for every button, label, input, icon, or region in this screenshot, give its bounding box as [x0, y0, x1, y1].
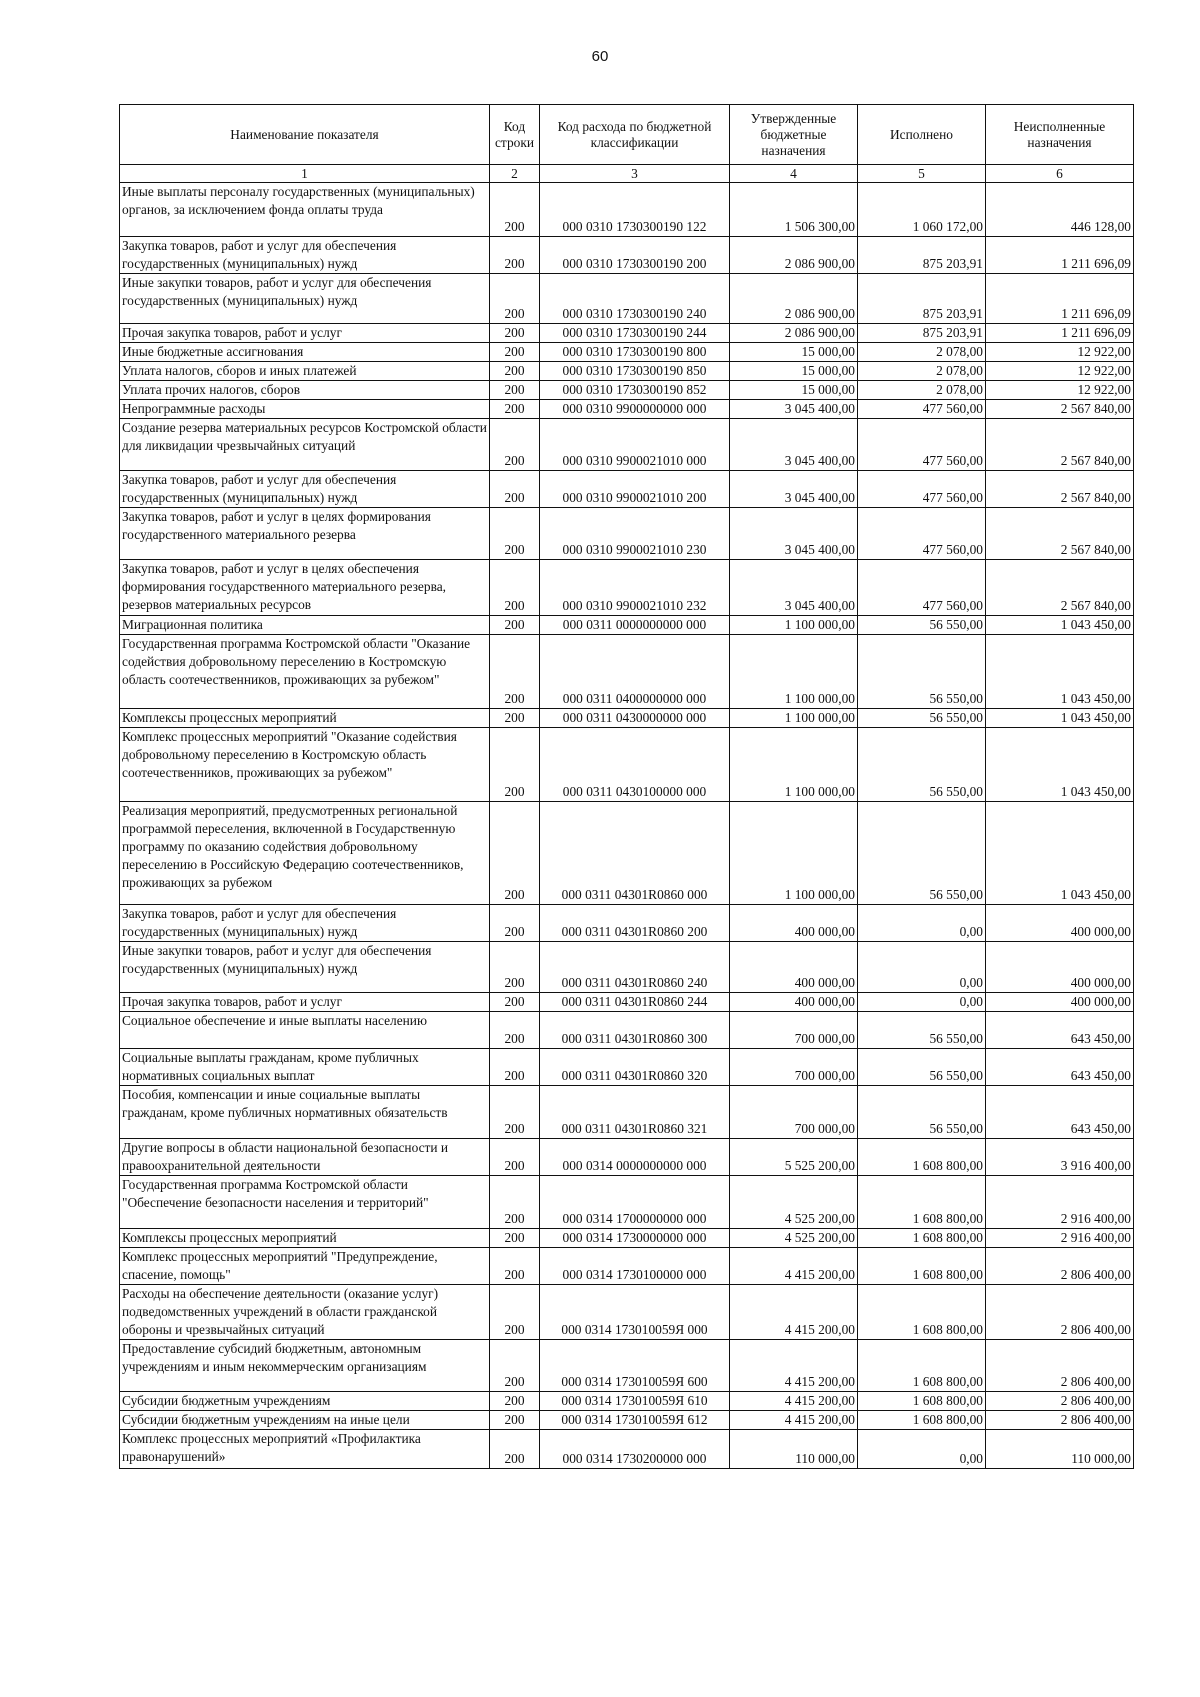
table-row: [120, 362, 1134, 381]
row-unexecuted-cell: 2 567 840,00: [986, 560, 1134, 616]
row-unexecuted-cell: 643 450,00: [986, 1012, 1134, 1049]
row-line-code-cell: 200: [490, 343, 540, 362]
row-approved-cell: 15 000,00: [730, 362, 858, 381]
row-name-cell: Комплекс процессных мероприятий "Оказание содействия добровольному переселению в Костромскую область соотечественников, проживающих за рубежом": [120, 728, 490, 802]
row-name-cell: Комплекс процессных мероприятий "Предупреждение, спасение, помощь": [120, 1248, 490, 1285]
row-line-code-cell: 200: [490, 274, 540, 324]
table-body: [120, 183, 1134, 1469]
row-unexecuted-cell: 110 000,00: [986, 1430, 1134, 1469]
column-number-row: [120, 165, 1134, 183]
table-row: [120, 400, 1134, 419]
table-row: [120, 1430, 1134, 1469]
row-executed-cell: 477 560,00: [858, 400, 986, 419]
row-approved-cell: 3 045 400,00: [730, 560, 858, 616]
page-number: 60: [591, 48, 609, 65]
header-unexecuted-appropriations: Неисполненные назначения: [986, 105, 1134, 165]
row-approved-cell: 4 525 200,00: [730, 1229, 858, 1248]
row-name-cell: Предоставление субсидий бюджетным, автономным учреждениям и иным некоммерческим организациям: [120, 1340, 490, 1392]
row-approved-cell: 15 000,00: [730, 343, 858, 362]
row-name-cell: Субсидии бюджетным учреждениям: [120, 1392, 490, 1411]
row-line-code-cell: 200: [490, 1392, 540, 1411]
row-classification-code-cell: 000 0314 1700000000 000: [540, 1176, 730, 1229]
row-executed-cell: 477 560,00: [858, 471, 986, 508]
row-classification-code-cell: 000 0314 1730100000 000: [540, 1248, 730, 1285]
row-line-code-cell: 200: [490, 1229, 540, 1248]
row-name-cell: Государственная программа Костромской области "Оказание содействия добровольному переселению в Костромскую область соотечественников, проживающих за рубежом": [120, 635, 490, 709]
row-line-code-cell: 200: [490, 471, 540, 508]
table-row: [120, 616, 1134, 635]
row-approved-cell: 1 100 000,00: [730, 802, 858, 905]
row-approved-cell: 1 100 000,00: [730, 635, 858, 709]
row-approved-cell: 400 000,00: [730, 942, 858, 993]
row-approved-cell: 4 415 200,00: [730, 1392, 858, 1411]
row-unexecuted-cell: 1 211 696,09: [986, 324, 1134, 343]
row-name-cell: Субсидии бюджетным учреждениям на иные цели: [120, 1411, 490, 1430]
row-approved-cell: 1 100 000,00: [730, 709, 858, 728]
row-unexecuted-cell: 2 916 400,00: [986, 1176, 1134, 1229]
row-classification-code-cell: 000 0310 1730300190 122: [540, 183, 730, 237]
row-line-code-cell: 200: [490, 324, 540, 343]
row-unexecuted-cell: 1 211 696,09: [986, 237, 1134, 274]
row-unexecuted-cell: 2 567 840,00: [986, 471, 1134, 508]
row-executed-cell: 477 560,00: [858, 508, 986, 560]
header-approved-appropriations: Утвержденные бюджетные назначения: [730, 105, 858, 165]
row-name-cell: Социальное обеспечение и иные выплаты населению: [120, 1012, 490, 1049]
row-classification-code-cell: 000 0314 173010059Я 610: [540, 1392, 730, 1411]
row-classification-code-cell: 000 0310 1730300190 800: [540, 343, 730, 362]
table-row: [120, 1411, 1134, 1430]
table-row: [120, 1392, 1134, 1411]
row-unexecuted-cell: 2 567 840,00: [986, 400, 1134, 419]
row-unexecuted-cell: 400 000,00: [986, 993, 1134, 1012]
row-executed-cell: 1 608 800,00: [858, 1229, 986, 1248]
row-classification-code-cell: 000 0310 9900021010 000: [540, 419, 730, 471]
row-unexecuted-cell: 643 450,00: [986, 1086, 1134, 1139]
row-line-code-cell: 200: [490, 1049, 540, 1086]
row-name-cell: Социальные выплаты гражданам, кроме публичных нормативных социальных выплат: [120, 1049, 490, 1086]
row-classification-code-cell: 000 0310 1730300190 200: [540, 237, 730, 274]
row-classification-code-cell: 000 0310 1730300190 850: [540, 362, 730, 381]
header-line-code: Код строки: [490, 105, 540, 165]
row-unexecuted-cell: 1 043 450,00: [986, 802, 1134, 905]
row-line-code-cell: 200: [490, 635, 540, 709]
table-row: [120, 709, 1134, 728]
table-row: [120, 508, 1134, 560]
row-name-cell: Комплексы процессных мероприятий: [120, 1229, 490, 1248]
row-line-code-cell: 200: [490, 381, 540, 400]
row-approved-cell: 700 000,00: [730, 1012, 858, 1049]
row-name-cell: Иные закупки товаров, работ и услуг для обеспечения государственных (муниципальных) нужд: [120, 942, 490, 993]
header-indicator-name: Наименование показателя: [120, 105, 490, 165]
table-row: [120, 419, 1134, 471]
row-name-cell: Закупка товаров, работ и услуг для обеспечения государственных (муниципальных) нужд: [120, 237, 490, 274]
row-approved-cell: 5 525 200,00: [730, 1139, 858, 1176]
row-unexecuted-cell: 2 806 400,00: [986, 1340, 1134, 1392]
row-unexecuted-cell: 643 450,00: [986, 1049, 1134, 1086]
table-row: [120, 1340, 1134, 1392]
row-unexecuted-cell: 2 806 400,00: [986, 1248, 1134, 1285]
row-line-code-cell: 200: [490, 709, 540, 728]
table-row: [120, 635, 1134, 709]
row-name-cell: Непрограммные расходы: [120, 400, 490, 419]
row-classification-code-cell: 000 0311 04301R0860 200: [540, 905, 730, 942]
row-classification-code-cell: 000 0311 0430000000 000: [540, 709, 730, 728]
row-line-code-cell: 200: [490, 362, 540, 381]
row-unexecuted-cell: 12 922,00: [986, 343, 1134, 362]
row-classification-code-cell: 000 0311 0000000000 000: [540, 616, 730, 635]
row-line-code-cell: 200: [490, 616, 540, 635]
row-line-code-cell: 200: [490, 508, 540, 560]
row-line-code-cell: 200: [490, 1285, 540, 1340]
row-executed-cell: 1 608 800,00: [858, 1248, 986, 1285]
row-line-code-cell: 200: [490, 802, 540, 905]
column-number: 3: [540, 165, 730, 183]
row-name-cell: Реализация мероприятий, предусмотренных региональной программой переселения, включенной в Государственную программу по оказанию содействия добровольному переселению в Российскую Федерацию соотечественников, проживающих за рубежом: [120, 802, 490, 905]
budget-execution-table: [119, 104, 1134, 1469]
row-name-cell: Расходы на обеспечение деятельности (оказание услуг) подведомственных учреждений в области гражданской обороны и чрезвычайных ситуаций: [120, 1285, 490, 1340]
table-row: [120, 728, 1134, 802]
row-classification-code-cell: 000 0314 173010059Я 612: [540, 1411, 730, 1430]
row-unexecuted-cell: 400 000,00: [986, 905, 1134, 942]
row-name-cell: Иные выплаты персоналу государственных (муниципальных) органов, за исключением фонда оплаты труда: [120, 183, 490, 237]
row-approved-cell: 4 415 200,00: [730, 1411, 858, 1430]
row-executed-cell: 1 608 800,00: [858, 1176, 986, 1229]
row-classification-code-cell: 000 0311 04301R0860 244: [540, 993, 730, 1012]
table-row: [120, 343, 1134, 362]
row-approved-cell: 110 000,00: [730, 1430, 858, 1469]
column-number: 4: [730, 165, 858, 183]
row-unexecuted-cell: 1 043 450,00: [986, 709, 1134, 728]
row-name-cell: Пособия, компенсации и иные социальные выплаты гражданам, кроме публичных нормативных обязательств: [120, 1086, 490, 1139]
row-line-code-cell: 200: [490, 905, 540, 942]
table-row: [120, 1229, 1134, 1248]
row-unexecuted-cell: 1 043 450,00: [986, 728, 1134, 802]
table-row: [120, 560, 1134, 616]
row-classification-code-cell: 000 0310 1730300190 852: [540, 381, 730, 400]
row-executed-cell: 0,00: [858, 905, 986, 942]
row-unexecuted-cell: 400 000,00: [986, 942, 1134, 993]
row-approved-cell: 2 086 900,00: [730, 274, 858, 324]
row-line-code-cell: 200: [490, 237, 540, 274]
row-line-code-cell: 200: [490, 1176, 540, 1229]
table-row: [120, 1248, 1134, 1285]
row-approved-cell: 2 086 900,00: [730, 324, 858, 343]
table-row: [120, 1012, 1134, 1049]
row-name-cell: Закупка товаров, работ и услуг для обеспечения государственных (муниципальных) нужд: [120, 471, 490, 508]
row-executed-cell: 56 550,00: [858, 802, 986, 905]
row-classification-code-cell: 000 0311 04301R0860 320: [540, 1049, 730, 1086]
row-classification-code-cell: 000 0310 1730300190 240: [540, 274, 730, 324]
row-name-cell: Комплексы процессных мероприятий: [120, 709, 490, 728]
table-row: [120, 274, 1134, 324]
row-executed-cell: 56 550,00: [858, 728, 986, 802]
row-line-code-cell: 200: [490, 1139, 540, 1176]
table-row: [120, 381, 1134, 400]
row-line-code-cell: 200: [490, 993, 540, 1012]
row-executed-cell: 1 060 172,00: [858, 183, 986, 237]
row-name-cell: Прочая закупка товаров, работ и услуг: [120, 324, 490, 343]
row-classification-code-cell: 000 0314 1730000000 000: [540, 1229, 730, 1248]
row-approved-cell: 400 000,00: [730, 993, 858, 1012]
row-classification-code-cell: 000 0310 9900000000 000: [540, 400, 730, 419]
row-executed-cell: 0,00: [858, 942, 986, 993]
row-approved-cell: 3 045 400,00: [730, 419, 858, 471]
row-approved-cell: 2 086 900,00: [730, 237, 858, 274]
row-unexecuted-cell: 1 043 450,00: [986, 616, 1134, 635]
row-unexecuted-cell: 12 922,00: [986, 381, 1134, 400]
row-name-cell: Другие вопросы в области национальной безопасности и правоохранительной деятельности: [120, 1139, 490, 1176]
row-classification-code-cell: 000 0311 04301R0860 240: [540, 942, 730, 993]
row-executed-cell: 875 203,91: [858, 237, 986, 274]
row-unexecuted-cell: 446 128,00: [986, 183, 1134, 237]
row-classification-code-cell: 000 0314 0000000000 000: [540, 1139, 730, 1176]
row-classification-code-cell: 000 0311 04301R0860 000: [540, 802, 730, 905]
table-row: [120, 324, 1134, 343]
row-name-cell: Комплекс процессных мероприятий «Профилактика правонарушений»: [120, 1430, 490, 1469]
row-executed-cell: 477 560,00: [858, 560, 986, 616]
row-approved-cell: 1 506 300,00: [730, 183, 858, 237]
table-row: [120, 1086, 1134, 1139]
row-classification-code-cell: 000 0314 173010059Я 000: [540, 1285, 730, 1340]
row-approved-cell: 4 525 200,00: [730, 1176, 858, 1229]
row-executed-cell: 1 608 800,00: [858, 1411, 986, 1430]
row-classification-code-cell: 000 0311 04301R0860 321: [540, 1086, 730, 1139]
row-approved-cell: 3 045 400,00: [730, 508, 858, 560]
row-approved-cell: 3 045 400,00: [730, 471, 858, 508]
table-row: [120, 802, 1134, 905]
row-name-cell: Создание резерва материальных ресурсов Костромской области для ликвидации чрезвычайных ситуаций: [120, 419, 490, 471]
row-classification-code-cell: 000 0310 9900021010 200: [540, 471, 730, 508]
row-line-code-cell: 200: [490, 419, 540, 471]
row-classification-code-cell: 000 0314 1730200000 000: [540, 1430, 730, 1469]
row-approved-cell: 4 415 200,00: [730, 1285, 858, 1340]
table-row: [120, 1049, 1134, 1086]
table-row: [120, 905, 1134, 942]
row-unexecuted-cell: 2 567 840,00: [986, 508, 1134, 560]
row-executed-cell: 2 078,00: [858, 381, 986, 400]
row-executed-cell: 1 608 800,00: [858, 1392, 986, 1411]
column-number: 2: [490, 165, 540, 183]
row-executed-cell: 2 078,00: [858, 362, 986, 381]
row-executed-cell: 1 608 800,00: [858, 1285, 986, 1340]
row-classification-code-cell: 000 0314 173010059Я 600: [540, 1340, 730, 1392]
row-line-code-cell: 200: [490, 728, 540, 802]
row-executed-cell: 56 550,00: [858, 616, 986, 635]
row-unexecuted-cell: 2 806 400,00: [986, 1392, 1134, 1411]
column-number: 1: [120, 165, 490, 183]
row-executed-cell: 0,00: [858, 993, 986, 1012]
row-approved-cell: 1 100 000,00: [730, 728, 858, 802]
table-row: [120, 471, 1134, 508]
column-number: 6: [986, 165, 1134, 183]
row-classification-code-cell: 000 0311 0400000000 000: [540, 635, 730, 709]
row-line-code-cell: 200: [490, 1012, 540, 1049]
column-number: 5: [858, 165, 986, 183]
row-classification-code-cell: 000 0311 04301R0860 300: [540, 1012, 730, 1049]
row-executed-cell: 477 560,00: [858, 419, 986, 471]
table-row: [120, 1139, 1134, 1176]
row-executed-cell: 56 550,00: [858, 1049, 986, 1086]
row-unexecuted-cell: 3 916 400,00: [986, 1139, 1134, 1176]
table-row: [120, 1176, 1134, 1229]
row-name-cell: Прочая закупка товаров, работ и услуг: [120, 993, 490, 1012]
row-executed-cell: 56 550,00: [858, 635, 986, 709]
row-name-cell: Иные бюджетные ассигнования: [120, 343, 490, 362]
table-row: [120, 237, 1134, 274]
row-approved-cell: 700 000,00: [730, 1086, 858, 1139]
row-name-cell: Закупка товаров, работ и услуг для обеспечения государственных (муниципальных) нужд: [120, 905, 490, 942]
row-classification-code-cell: 000 0310 1730300190 244: [540, 324, 730, 343]
row-line-code-cell: 200: [490, 560, 540, 616]
row-unexecuted-cell: 2 806 400,00: [986, 1285, 1134, 1340]
row-approved-cell: 3 045 400,00: [730, 400, 858, 419]
row-name-cell: Миграционная политика: [120, 616, 490, 635]
row-approved-cell: 400 000,00: [730, 905, 858, 942]
row-classification-code-cell: 000 0311 0430100000 000: [540, 728, 730, 802]
table-row: [120, 1285, 1134, 1340]
table-row: [120, 942, 1134, 993]
row-executed-cell: 56 550,00: [858, 1012, 986, 1049]
row-executed-cell: 875 203,91: [858, 324, 986, 343]
row-line-code-cell: 200: [490, 942, 540, 993]
row-classification-code-cell: 000 0310 9900021010 230: [540, 508, 730, 560]
table-header-row: [120, 105, 1134, 165]
header-executed: Исполнено: [858, 105, 986, 165]
row-approved-cell: 1 100 000,00: [730, 616, 858, 635]
row-unexecuted-cell: 2 806 400,00: [986, 1411, 1134, 1430]
row-line-code-cell: 200: [490, 183, 540, 237]
table-row: [120, 183, 1134, 237]
row-line-code-cell: 200: [490, 1340, 540, 1392]
row-classification-code-cell: 000 0310 9900021010 232: [540, 560, 730, 616]
row-line-code-cell: 200: [490, 1430, 540, 1469]
row-executed-cell: 1 608 800,00: [858, 1340, 986, 1392]
row-name-cell: Уплата прочих налогов, сборов: [120, 381, 490, 400]
row-name-cell: Закупка товаров, работ и услуг в целях формирования государственного материального резерва: [120, 508, 490, 560]
row-line-code-cell: 200: [490, 1411, 540, 1430]
row-approved-cell: 15 000,00: [730, 381, 858, 400]
header-budget-classification-code: Код расхода по бюджетной классификации: [540, 105, 730, 165]
row-line-code-cell: 200: [490, 1248, 540, 1285]
row-line-code-cell: 200: [490, 400, 540, 419]
row-approved-cell: 4 415 200,00: [730, 1248, 858, 1285]
row-executed-cell: 1 608 800,00: [858, 1139, 986, 1176]
row-unexecuted-cell: 12 922,00: [986, 362, 1134, 381]
row-unexecuted-cell: 1 211 696,09: [986, 274, 1134, 324]
row-executed-cell: 875 203,91: [858, 274, 986, 324]
row-name-cell: Иные закупки товаров, работ и услуг для обеспечения государственных (муниципальных) нужд: [120, 274, 490, 324]
row-unexecuted-cell: 2 916 400,00: [986, 1229, 1134, 1248]
row-executed-cell: 2 078,00: [858, 343, 986, 362]
row-unexecuted-cell: 1 043 450,00: [986, 635, 1134, 709]
row-name-cell: Уплата налогов, сборов и иных платежей: [120, 362, 490, 381]
row-line-code-cell: 200: [490, 1086, 540, 1139]
row-approved-cell: 700 000,00: [730, 1049, 858, 1086]
table-row: [120, 993, 1134, 1012]
row-unexecuted-cell: 2 567 840,00: [986, 419, 1134, 471]
row-executed-cell: 56 550,00: [858, 1086, 986, 1139]
row-approved-cell: 4 415 200,00: [730, 1340, 858, 1392]
row-executed-cell: 0,00: [858, 1430, 986, 1469]
row-name-cell: Закупка товаров, работ и услуг в целях обеспечения формирования государственного материального резерва, резервов материальных ресурсов: [120, 560, 490, 616]
row-executed-cell: 56 550,00: [858, 709, 986, 728]
row-name-cell: Государственная программа Костромской области "Обеспечение безопасности населения и территорий": [120, 1176, 490, 1229]
